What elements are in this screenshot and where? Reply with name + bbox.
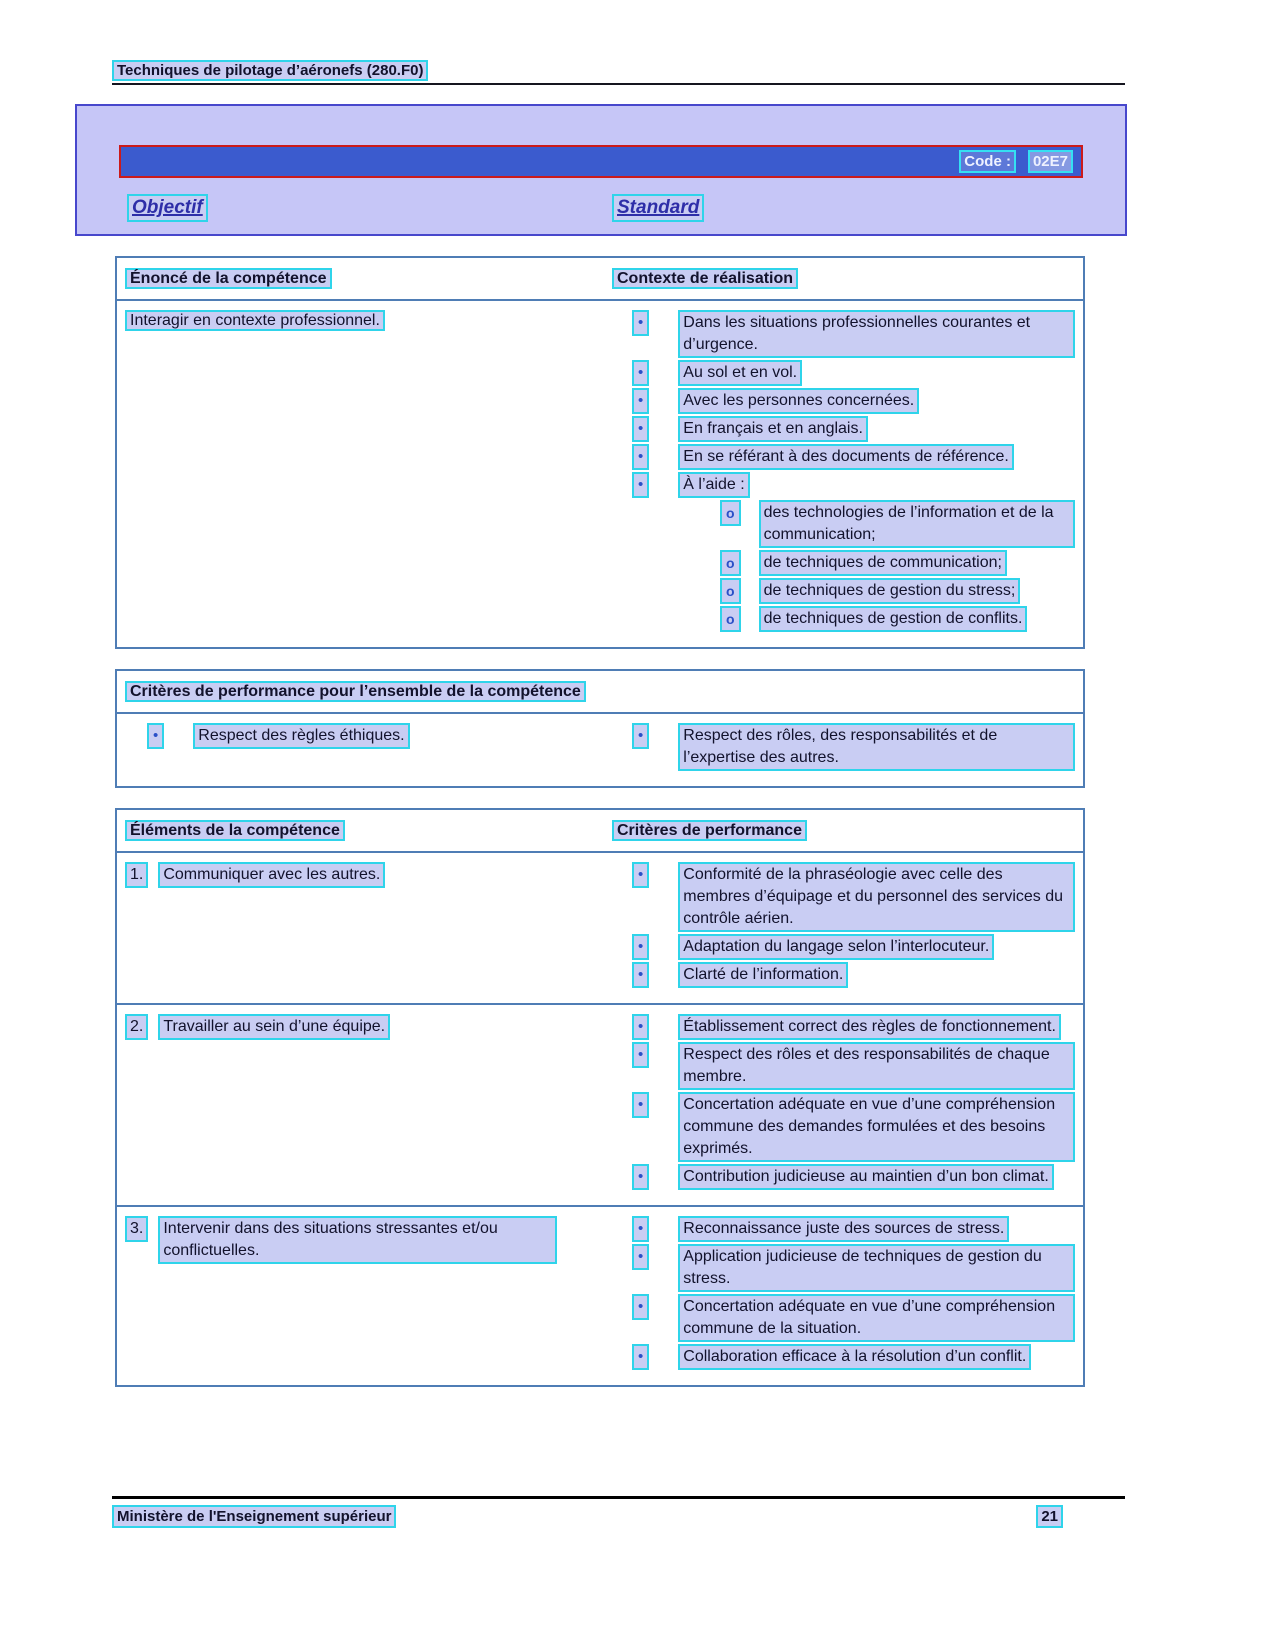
bullet-text: Établissement correct des règles de fonctionnement. xyxy=(678,1014,1061,1040)
element-text: Travailler au sein d’une équipe. xyxy=(158,1014,390,1040)
circle-bullet-icon: o xyxy=(720,500,741,526)
header-title: Techniques de pilotage d’aéronefs (280.F0) xyxy=(112,60,428,81)
bullet-text: Clarté de l’information. xyxy=(678,962,848,988)
criteria-list xyxy=(612,1216,1083,1372)
bullet-item xyxy=(632,444,1075,470)
bullet-item xyxy=(632,934,1075,960)
bullet-text: Conformité de la phraséologie avec celle des membres d’équipage et du personnel des services du contrôle aérien. xyxy=(678,862,1075,932)
competence-statement: Interagir en contexte professionnel. xyxy=(125,310,385,331)
bullet-item xyxy=(632,310,1075,358)
bullet-text: En se référant à des documents de référence. xyxy=(678,444,1014,470)
bullet-item xyxy=(632,862,1075,932)
bullet-text: de techniques de gestion du stress; xyxy=(759,578,1021,604)
bullet-item xyxy=(632,416,1075,442)
circle-bullet-icon: o xyxy=(720,606,741,632)
sub-bullet-item xyxy=(720,578,1075,604)
elements-header-left-cell xyxy=(117,820,612,842)
bullet-text: de techniques de communication; xyxy=(759,550,1007,576)
bullet-item xyxy=(632,1344,1075,1370)
element-item xyxy=(125,1014,557,1040)
overall-criteria-row xyxy=(117,714,1083,786)
competence-statement-cell xyxy=(117,310,612,634)
element-row xyxy=(117,1205,1083,1385)
dot-bullet-icon: • xyxy=(632,723,649,749)
bullet-text: Concertation adéquate en vue d’une compréhension commune de la situation. xyxy=(678,1294,1075,1342)
dot-bullet-icon: • xyxy=(632,1244,649,1270)
sub-bullet-item xyxy=(720,606,1075,632)
footer-ministry: Ministère de l'Enseignement supérieur xyxy=(112,1505,396,1528)
sub-bullet-item xyxy=(720,500,1075,548)
element-cell xyxy=(117,862,612,990)
circle-bullet-icon: o xyxy=(720,578,741,604)
dot-bullet-icon: • xyxy=(632,1164,649,1190)
code-label: Code : xyxy=(959,150,1016,173)
dot-bullet-icon: • xyxy=(147,723,164,749)
page-footer xyxy=(112,1496,1125,1528)
bullet-text: Adaptation du langage selon l’interlocuteur. xyxy=(678,934,994,960)
dot-bullet-icon: • xyxy=(632,1042,649,1068)
dot-bullet-icon: • xyxy=(632,1092,649,1118)
objectif-label: Objectif xyxy=(127,194,208,222)
code-value: 02E7 xyxy=(1028,150,1073,173)
overall-right-list xyxy=(612,723,1083,773)
bullet-item xyxy=(632,1216,1075,1242)
elements-header-right: Critères de performance xyxy=(612,820,807,841)
competence-header-left: Énoncé de la compétence xyxy=(125,268,332,289)
dot-bullet-icon: • xyxy=(632,862,649,888)
element-row xyxy=(117,1003,1083,1205)
element-number: 3. xyxy=(125,1216,148,1242)
dot-bullet-icon: • xyxy=(632,1014,649,1040)
sub-bullet-item xyxy=(720,550,1075,576)
bullet-item xyxy=(632,1092,1075,1162)
bullet-item xyxy=(632,1244,1075,1292)
dot-bullet-icon: • xyxy=(632,934,649,960)
competence-row xyxy=(117,301,1083,647)
bullet-text: À l’aide : xyxy=(678,472,749,498)
footer-row xyxy=(112,1505,1125,1528)
element-item xyxy=(125,862,557,888)
bullet-item xyxy=(632,1294,1075,1342)
element-text: Communiquer avec les autres. xyxy=(158,862,385,888)
bullet-item xyxy=(632,472,1075,498)
dot-bullet-icon: • xyxy=(632,388,649,414)
bullet-item xyxy=(632,1164,1075,1190)
bullet-text: Application judicieuse de techniques de gestion du stress. xyxy=(678,1244,1075,1292)
dot-bullet-icon: • xyxy=(632,1216,649,1242)
bullet-item xyxy=(632,1042,1075,1090)
element-cell xyxy=(117,1216,612,1372)
dot-bullet-icon: • xyxy=(632,416,649,442)
bullet-text: de techniques de gestion de conflits. xyxy=(759,606,1028,632)
bullet-text: Concertation adéquate en vue d’une compréhension commune des demandes formulées et des besoins exprimés. xyxy=(678,1092,1075,1162)
dot-bullet-icon: • xyxy=(632,360,649,386)
overall-criteria-table xyxy=(115,669,1085,788)
objectif-standard-banner xyxy=(75,104,1127,236)
elements-table xyxy=(115,808,1085,1387)
bullet-text: Dans les situations professionnelles courantes et d’urgence. xyxy=(678,310,1075,358)
element-item xyxy=(125,1216,557,1264)
bullet-item xyxy=(632,360,1075,386)
bullet-item xyxy=(632,1014,1075,1040)
context-list xyxy=(612,310,1083,634)
overall-criteria-header-cell xyxy=(117,681,1083,703)
criteria-list xyxy=(612,1014,1083,1192)
competence-header-left-cell xyxy=(117,268,612,290)
dot-bullet-icon: • xyxy=(632,962,649,988)
element-row xyxy=(117,853,1083,1003)
bullet-text: Avec les personnes concernées. xyxy=(678,388,919,414)
bullet-text: Respect des rôles, des responsabilités et de l’expertise des autres. xyxy=(678,723,1075,771)
code-bar xyxy=(119,145,1083,178)
dot-bullet-icon: • xyxy=(632,1344,649,1370)
elements-rows xyxy=(117,853,1083,1385)
criteria-list xyxy=(612,862,1083,990)
bullet-item xyxy=(147,723,557,749)
competence-table-header xyxy=(117,258,1083,301)
overall-left-list xyxy=(117,723,612,773)
bullet-item xyxy=(632,388,1075,414)
dot-bullet-icon: • xyxy=(632,472,649,498)
element-cell xyxy=(117,1014,612,1192)
bullet-item xyxy=(632,723,1075,771)
bullet-text: Respect des rôles et des responsabilités de chaque membre. xyxy=(678,1042,1075,1090)
bullet-text: Reconnaissance juste des sources de stress. xyxy=(678,1216,1009,1242)
element-number: 1. xyxy=(125,862,148,888)
overall-criteria-header-row xyxy=(117,671,1083,714)
dot-bullet-icon: • xyxy=(632,1294,649,1320)
footer-page-number: 21 xyxy=(1036,1505,1063,1528)
bullet-text: Contribution judicieuse au maintien d’un bon climat. xyxy=(678,1164,1054,1190)
dot-bullet-icon: • xyxy=(632,444,649,470)
footer-rule xyxy=(112,1496,1125,1499)
bullet-text: Au sol et en vol. xyxy=(678,360,802,386)
overall-criteria-header: Critères de performance pour l’ensemble de la compétence xyxy=(125,681,586,702)
page-header xyxy=(112,62,1125,85)
element-number: 2. xyxy=(125,1014,148,1040)
bullet-item xyxy=(632,962,1075,988)
bullet-text: Respect des règles éthiques. xyxy=(193,723,409,749)
circle-bullet-icon: o xyxy=(720,550,741,576)
competence-header-right: Contexte de réalisation xyxy=(612,268,798,289)
standard-label: Standard xyxy=(612,194,704,222)
banner-labels xyxy=(119,194,1083,224)
dot-bullet-icon: • xyxy=(632,310,649,336)
bullet-text: des technologies de l’information et de la communication; xyxy=(759,500,1075,548)
elements-header-right-cell xyxy=(612,820,1083,842)
element-text: Intervenir dans des situations stressantes et/ou conflictuelles. xyxy=(158,1216,557,1264)
competence-table xyxy=(115,256,1085,649)
bullet-text: En français et en anglais. xyxy=(678,416,868,442)
bullet-text: Collaboration efficace à la résolution d’un conflit. xyxy=(678,1344,1031,1370)
competence-header-right-cell xyxy=(612,268,1083,290)
elements-table-header xyxy=(117,810,1083,853)
elements-header-left: Éléments de la compétence xyxy=(125,820,345,841)
